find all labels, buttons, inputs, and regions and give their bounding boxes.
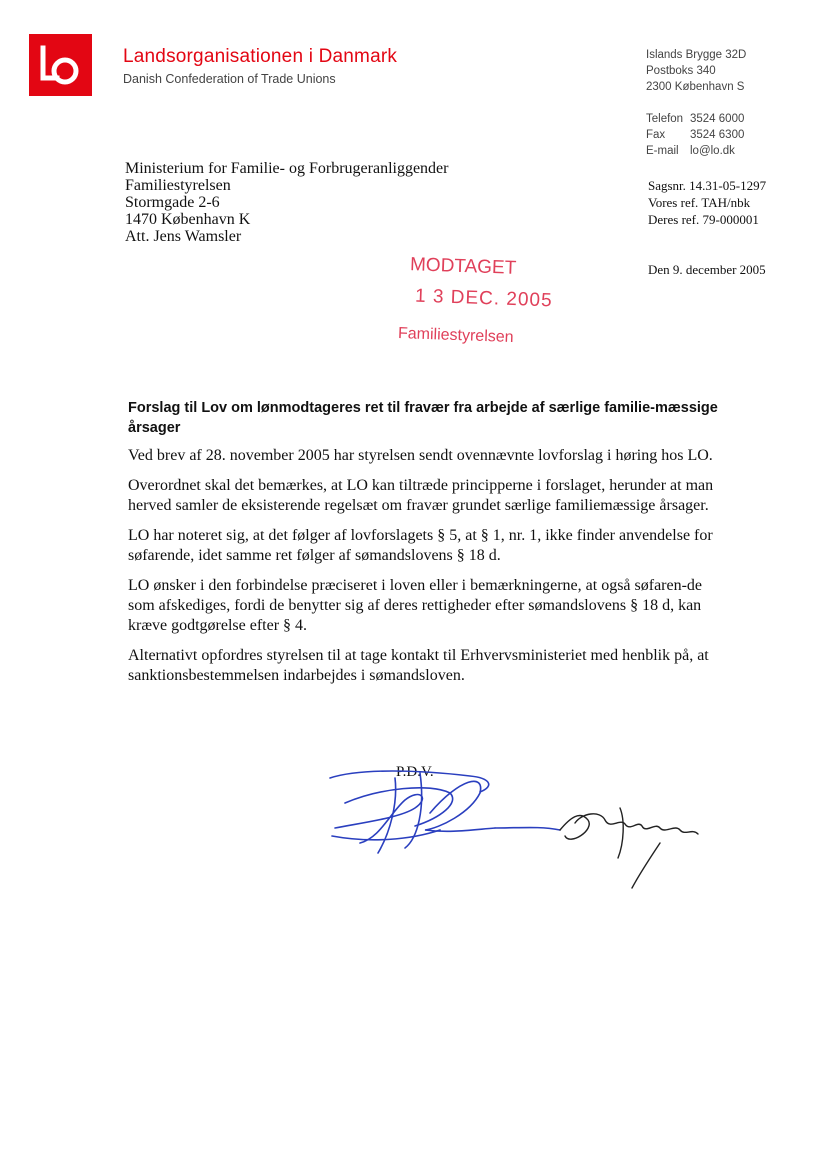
contact-label: Telefon xyxy=(646,113,684,125)
contact-block xyxy=(646,111,744,159)
contact-email xyxy=(646,143,744,159)
received-stamp-title: MODTAGET xyxy=(409,254,517,279)
lo-logo-icon xyxy=(29,34,92,96)
address-line: Islands Brygge 32D xyxy=(646,49,747,61)
recipient-line: 1470 København K xyxy=(125,211,251,228)
our-ref: Vores ref. TAH/nbk xyxy=(648,195,751,210)
sender-address xyxy=(646,47,746,95)
address-line: 2300 København S xyxy=(646,81,745,93)
your-ref: Deres ref. 79-000001 xyxy=(648,212,759,227)
contact-value: 3524 6300 xyxy=(690,129,745,141)
contact-label: E-mail xyxy=(646,145,679,157)
contact-phone xyxy=(646,111,744,127)
contact-value: 3524 6000 xyxy=(690,113,745,125)
org-subtitle: Danish Confederation of Trade Unions xyxy=(123,72,336,86)
recipient-address xyxy=(125,160,448,245)
body-paragraph: Ved brev af 28. november 2005 har styrelsen sendt ovennævnte lovforslag i høring hos LO. xyxy=(128,447,713,464)
recipient-line: Att. Jens Wamsler xyxy=(125,228,242,245)
recipient-line: Ministerium for Familie- og Forbrugeranliggender xyxy=(125,160,449,177)
contact-fax xyxy=(646,127,744,143)
body-paragraph: LO har noteret sig, at det følger af lovforslagets § 5, at § 1, nr. 1, ikke finder anvendelse for søfarende, idet samme ret følger af sømandslovens § 18 d. xyxy=(128,527,713,564)
handwritten-signature xyxy=(320,748,720,898)
letter-date: Den 9. december 2005 xyxy=(648,262,766,277)
letter-subject: Forslag til Lov om lønmodtageres ret til fravær fra arbejde af særlige familie-mæssige årsager xyxy=(128,400,718,436)
recipient-line: Familiestyrelsen xyxy=(125,177,231,194)
letter-body xyxy=(128,446,728,696)
address-line: Postboks 340 xyxy=(646,65,716,77)
body-paragraph: Overordnet skal det bemærkes, at LO kan tiltræde principperne i forslaget, herunder at man herved samler de eksisterende regelsæt om fravær grundet særlige familiemæssige årsager. xyxy=(128,477,714,514)
contact-value: lo@lo.dk xyxy=(690,145,735,157)
reference-block xyxy=(648,177,766,228)
received-stamp-date: 1 3 DEC. 2005 xyxy=(414,285,553,312)
contact-label: Fax xyxy=(646,129,666,141)
org-name: Landsorganisationen i Danmark xyxy=(123,46,398,67)
recipient-line: Stormgade 2-6 xyxy=(125,194,220,211)
pdv-label: P.D.V. xyxy=(396,764,434,780)
body-paragraph: LO ønsker i den forbindelse præciseret i loven eller i bemærkningerne, at også søfaren-de som afskediges, fordi de benytter sig af deres rettigheder efter sømandslovens § 18 d, kan kræve godtgørelse efter § 4. xyxy=(128,577,703,634)
received-stamp-agency: Familiestyrelsen xyxy=(397,324,514,347)
case-number: Sagsnr. 14.31-05-1297 xyxy=(648,178,767,193)
body-paragraph: Alternativt opfordres styrelsen til at tage kontakt til Erhvervsministeriet med henblik på, at sanktionsbestemmelsen indarbejdes i sømandsloven. xyxy=(128,647,709,684)
